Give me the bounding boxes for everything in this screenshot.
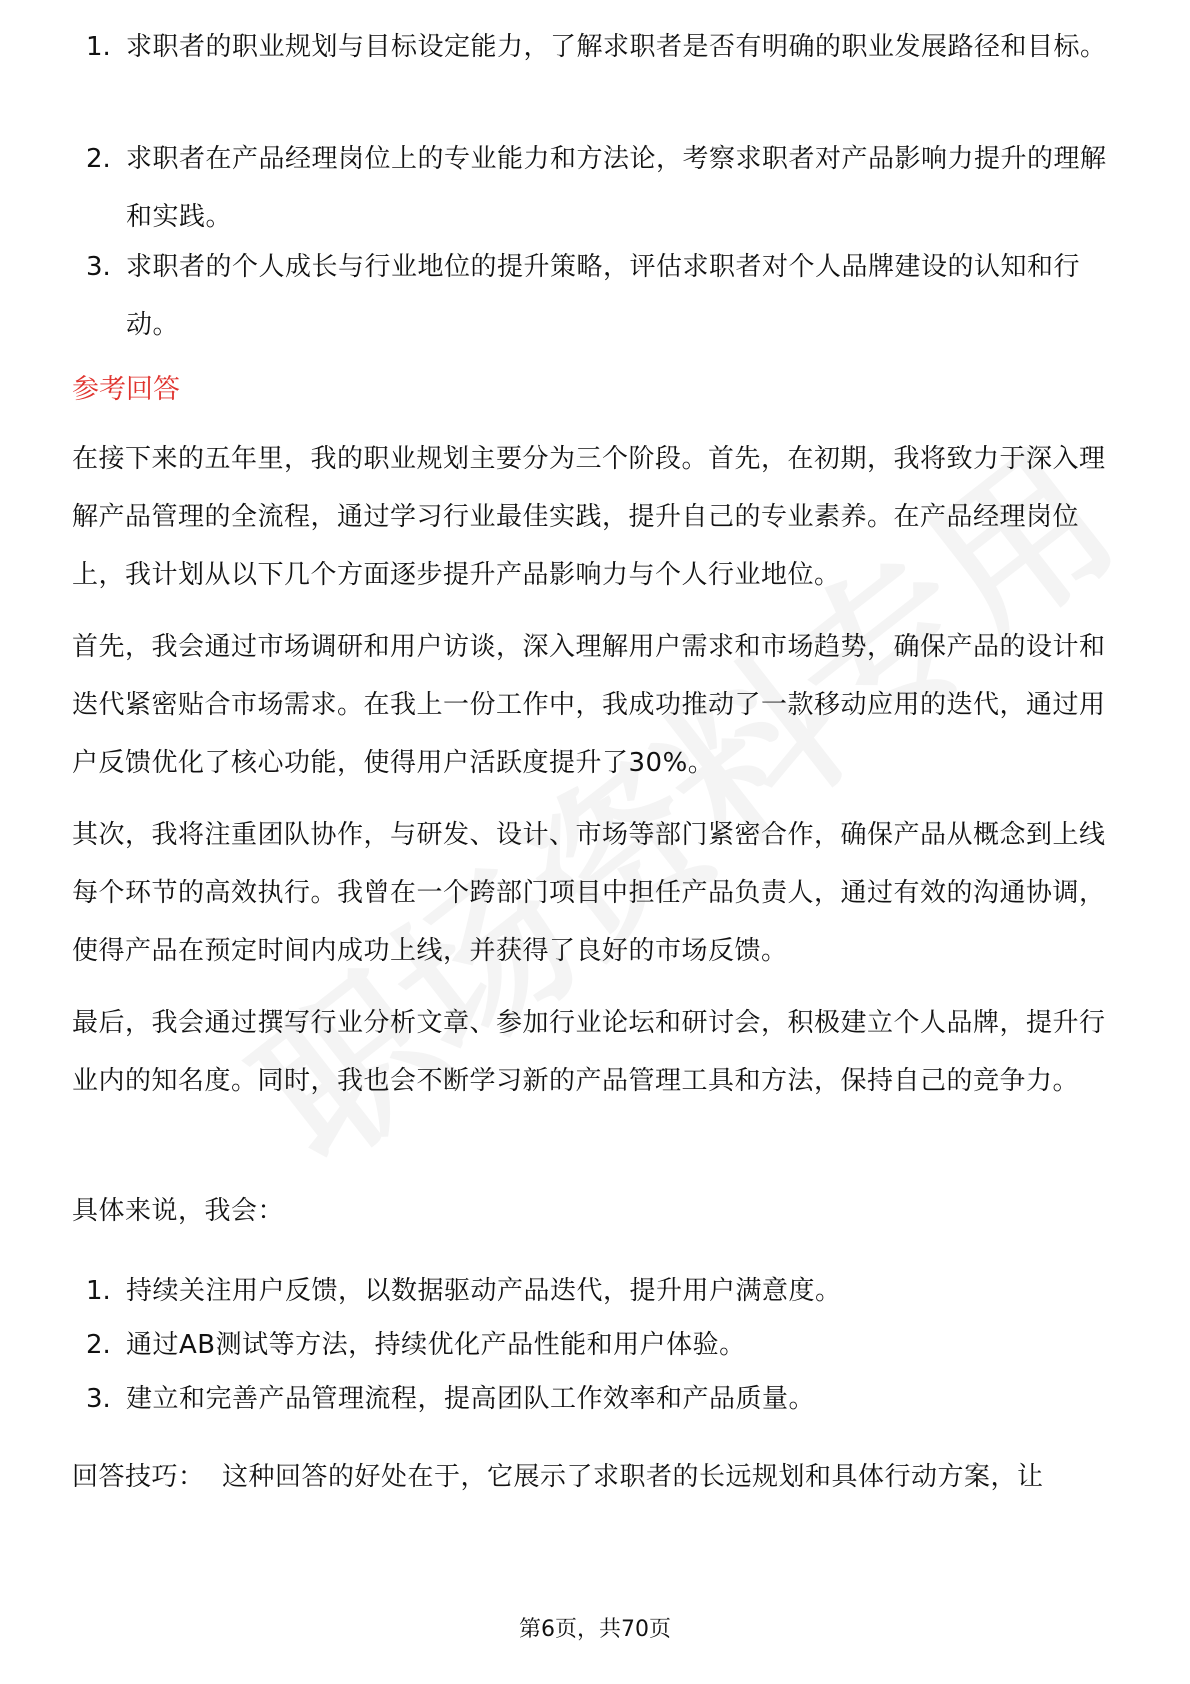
- section-heading: 参考回答: [72, 374, 180, 405]
- paragraph: 具体来说，我会：: [72, 1196, 285, 1226]
- list-item: [72, 18, 1122, 76]
- page-number-footer: 第6页，共70页: [519, 1617, 671, 1642]
- list-item: [72, 1262, 1122, 1320]
- list-number: 1.: [86, 32, 111, 62]
- list-text: 通过AB测试等方法，持续优化产品性能和用户体验。: [126, 1330, 746, 1360]
- list-text: 建立和完善产品管理流程，提高团队工作效率和产品质量。: [126, 1384, 816, 1414]
- list-text: 求职者的职业规划与目标设定能力，了解求职者是否有明确的职业发展路径和目标。: [126, 32, 1107, 62]
- list-item: [72, 1316, 1122, 1374]
- list-number: 2.: [86, 144, 111, 174]
- list-number: 1.: [86, 1276, 111, 1306]
- paragraph: 其次，我将注重团队协作，与研发、设计、市场等部门紧密合作，确保产品从概念到上线每个环节的高效执行。我曾在一个跨部门项目中担任产品负责人，通过有效的沟通协调，使得产品在预定时间内成功上线，并获得了良好的市场反馈。: [72, 820, 1106, 966]
- list-text: 求职者在产品经理岗位上的专业能力和方法论，考察求职者对产品影响力提升的理解和实践。: [126, 144, 1107, 232]
- list-number: 3.: [86, 1384, 111, 1414]
- list-item: [72, 130, 1122, 246]
- paragraph: 在接下来的五年里，我的职业规划主要分为三个阶段。首先，在初期，我将致力于深入理解产品管理的全流程，通过学习行业最佳实践，提升自己的专业素养。在产品经理岗位上，我计划从以下几个方面逐步提升产品影响力与个人行业地位。: [72, 444, 1106, 590]
- tip-paragraph: 回答技巧： 这种回答的好处在于，它展示了求职者的长远规划和具体行动方案，让: [72, 1462, 1044, 1492]
- list-number: 2.: [86, 1330, 111, 1360]
- list-text: 持续关注用户反馈，以数据驱动产品迭代，提升用户满意度。: [126, 1276, 842, 1306]
- paragraph: 首先，我会通过市场调研和用户访谈，深入理解用户需求和市场趋势，确保产品的设计和迭代紧密贴合市场需求。在我上一份工作中，我成功推动了一款移动应用的迭代，通过用户反馈优化了核心功能，使得用户活跃度提升了30%。: [72, 632, 1106, 778]
- list-item: [72, 238, 1122, 354]
- list-number: 3.: [86, 252, 111, 282]
- list-text: 求职者的个人成长与行业地位的提升策略，评估求职者对个人品牌建设的认知和行动。: [126, 252, 1081, 340]
- paragraph: 最后，我会通过撰写行业分析文章、参加行业论坛和研讨会，积极建立个人品牌，提升行业内的知名度。同时，我也会不断学习新的产品管理工具和方法，保持自己的竞争力。: [72, 1008, 1106, 1096]
- list-item: [72, 1370, 1122, 1428]
